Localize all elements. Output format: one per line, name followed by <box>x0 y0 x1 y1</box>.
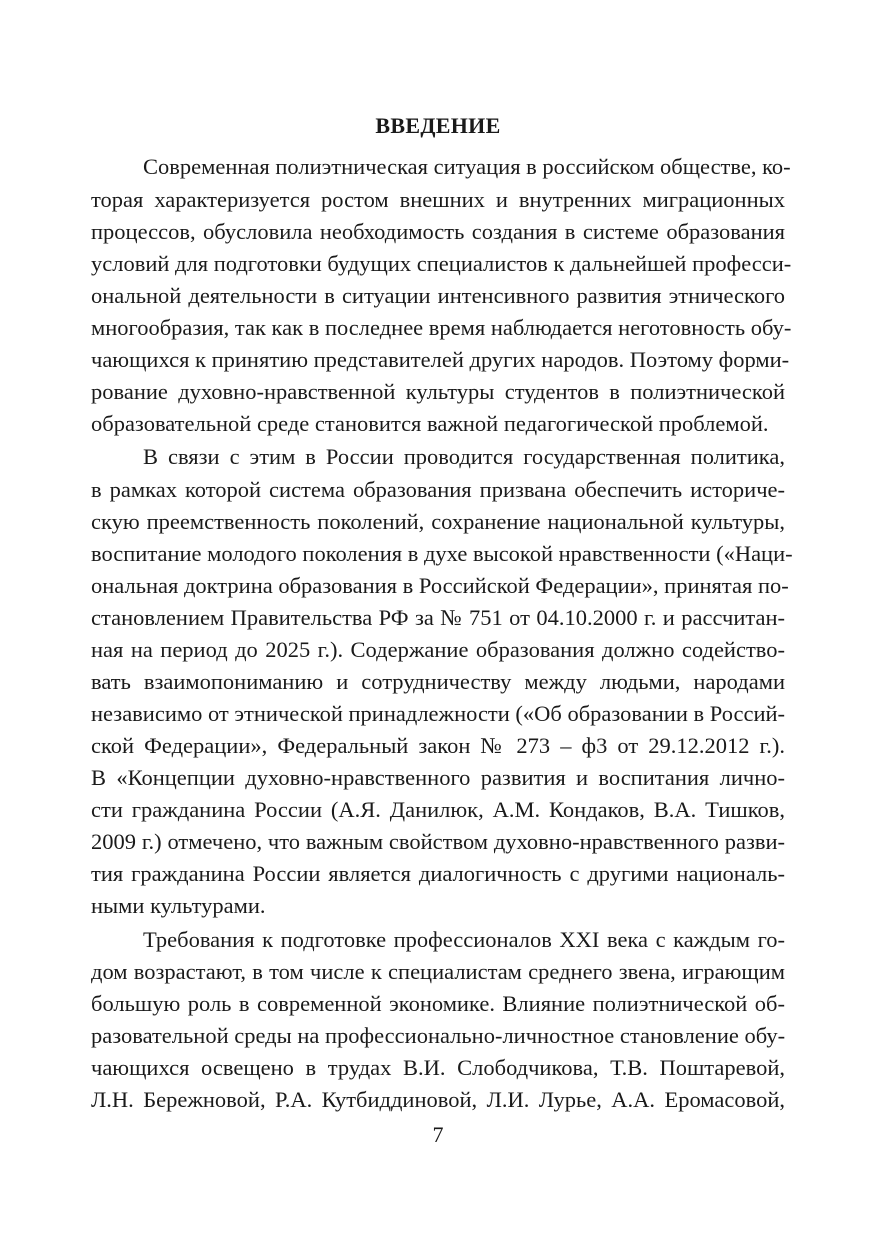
paragraph-2-line-13: 2009 г.) отмечено, что важным свойством духовно-нравственного разви- <box>91 829 785 854</box>
paragraph-2-line-6: становлением Правительства РФ за № 751 от 04.10.2000 г. и рассчитан- <box>91 605 785 630</box>
paragraph-1-line-6: многообразия, так как в последнее время наблюдается неготовность обу- <box>91 315 792 340</box>
paragraph-2-line-14: тия гражданина России является диалогичность с другими националь- <box>91 861 785 886</box>
paragraph-2-line-5: ональная доктрина образования в Российской Федерации», принятая по- <box>91 573 789 598</box>
paragraph-1-line-5: ональной деятельности в ситуации интенсивного развития этнического <box>91 283 785 308</box>
paragraph-3-line-6: Л.Н. Бережновой, Р.А. Кутбиддиновой, Л.И. Лурье, А.А. Еромасовой, <box>91 1087 785 1112</box>
paragraph-1-line-1: Современная полиэтническая ситуация в российском обществе, ко- <box>143 154 791 179</box>
page-title: ВВЕДЕНИЕ <box>375 113 501 138</box>
paragraph-2-line-4: воспитание молодого поколения в духе высокой нравственности («Наци- <box>91 541 793 566</box>
paragraph-2-line-12: сти гражданина России (А.Я. Данилюк, А.М. Кондаков, В.А. Тишков, <box>91 797 785 822</box>
paragraph-2-line-2: в рамках которой система образования призвана обеспечить историче- <box>91 477 785 502</box>
paragraph-2-line-11: В «Концепции духовно-нравственного развития и воспитания лично- <box>91 765 785 790</box>
paragraph-2-line-3: скую преемственность поколений, сохранение национальной культуры, <box>91 509 785 534</box>
paragraph-1-line-7: чающихся к принятию представителей других народов. Поэтому форми- <box>91 347 790 372</box>
paragraph-3-line-3: большую роль в современной экономике. Влияние полиэтнической об- <box>91 991 785 1016</box>
paragraph-3-line-4: разовательной среды на профессионально-личностное становление обу- <box>91 1023 786 1048</box>
paragraph-1-line-9: образовательной среде становится важной педагогической проблемой. <box>91 411 769 436</box>
page-number: 7 <box>432 1122 444 1147</box>
paragraph-2-line-9: независимо от этнической принадлежности («Об образовании в Россий- <box>91 701 786 726</box>
paragraph-2-line-8: вать взаимопониманию и сотрудничеству между людьми, народами <box>91 669 785 694</box>
paragraph-2-line-7: ная на период до 2025 г.). Содержание образования должно содейство- <box>91 637 785 662</box>
paragraph-3-line-2: дом возрастают, в том числе к специалистам среднего звена, играющим <box>91 959 785 984</box>
paragraph-1-line-4: условий для подготовки будущих специалистов к дальнейшей професси- <box>91 251 792 276</box>
paragraph-2-line-15: ными культурами. <box>91 893 266 918</box>
paragraph-1-line-3: процессов, обусловила необходимость создания в системе образования <box>91 219 785 244</box>
paragraph-3-line-1: Требования к подготовке профессионалов XXI века с каждым го- <box>143 927 785 952</box>
paragraph-1-line-2: торая характеризуется ростом внешних и внутренних миграционных <box>91 187 785 212</box>
paragraph-1-line-8: рование духовно-нравственной культуры студентов в полиэтнической <box>91 379 785 404</box>
paragraph-2-line-1: В связи с этим в России проводится государственная политика, <box>143 444 785 469</box>
paragraph-3-line-5: чающихся освещено в трудах В.И. Слободчикова, Т.В. Поштаревой, <box>91 1055 785 1080</box>
paragraph-2-line-10: ской Федерации», Федеральный закон № 273 – ф3 от 29.12.2012 г.). <box>91 733 785 758</box>
